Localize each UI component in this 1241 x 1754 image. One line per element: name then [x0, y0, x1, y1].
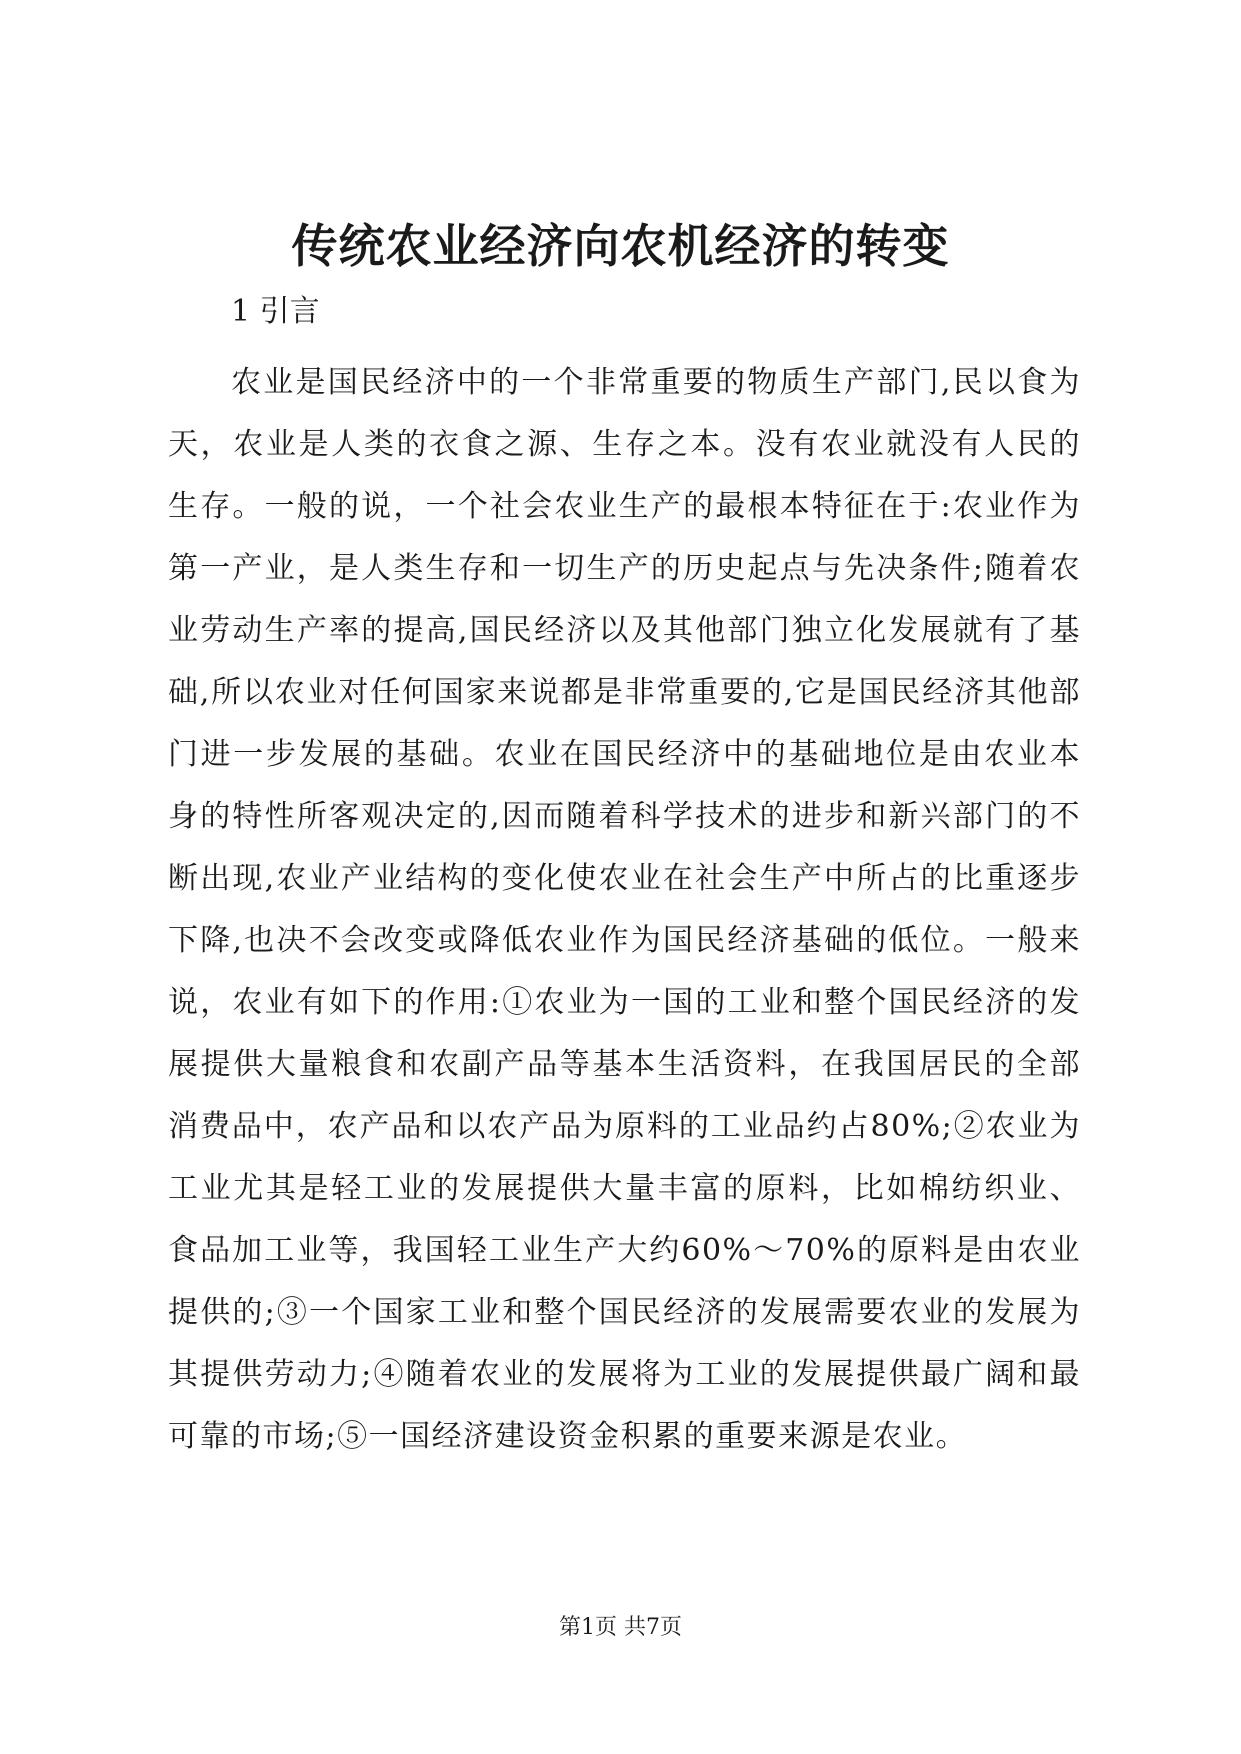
- document-title: 传统农业经济向农机经济的转变: [291, 219, 950, 273]
- body-paragraph: 农业是国民经济中的一个非常重要的物质生产部门,民以食为天，农业是人类的衣食之源、生存之本。没有农业就没有人民的生存。一般的说，一个社会农业生产的最根本特征在于:农业作为第一产业，是人类生存和一切生产的历史起点与先决条件;随着农业劳动生产率的提高,国民经济以及其他部门独立化发展就有了基础,所以农业对任何国家来说都是非常重要的,它是国民经济其他部门进一步发展的基础。农业在国民经济中的基础地位是由农业本身的特性所客观决定的,因而随着科学技术的进步和新兴部门的不断出现,农业产业结构的变化使农业在社会生产中所占的比重逐步下降,也决不会改变或降低农业作为国民经济基础的低位。一般来说，农业有如下的作用:①农业为一国的工业和整个国民经济的发展提供大量粮食和农副产品等基本生活资料，在我国居民的全部消费品中，农产品和以农产品为原料的工业品约占80%;②农业为工业尤其是轻工业的发展提供大量丰富的原料，比如棉纺织业、食品加工业等，我国轻工业生产大约60%～70%的原料是由农业提供的;③一个国家工业和整个国民经济的发展需要农业的发展为其提供劳动力;④随着农业的发展将为工业的发展提供最广阔和最可靠的市场;⑤一国经济建设资金积累的重要来源是农业。: [168, 365, 1081, 1454]
- section-heading: 1 引言: [231, 294, 320, 329]
- page-number-footer: 第1页 共7页: [559, 1615, 682, 1640]
